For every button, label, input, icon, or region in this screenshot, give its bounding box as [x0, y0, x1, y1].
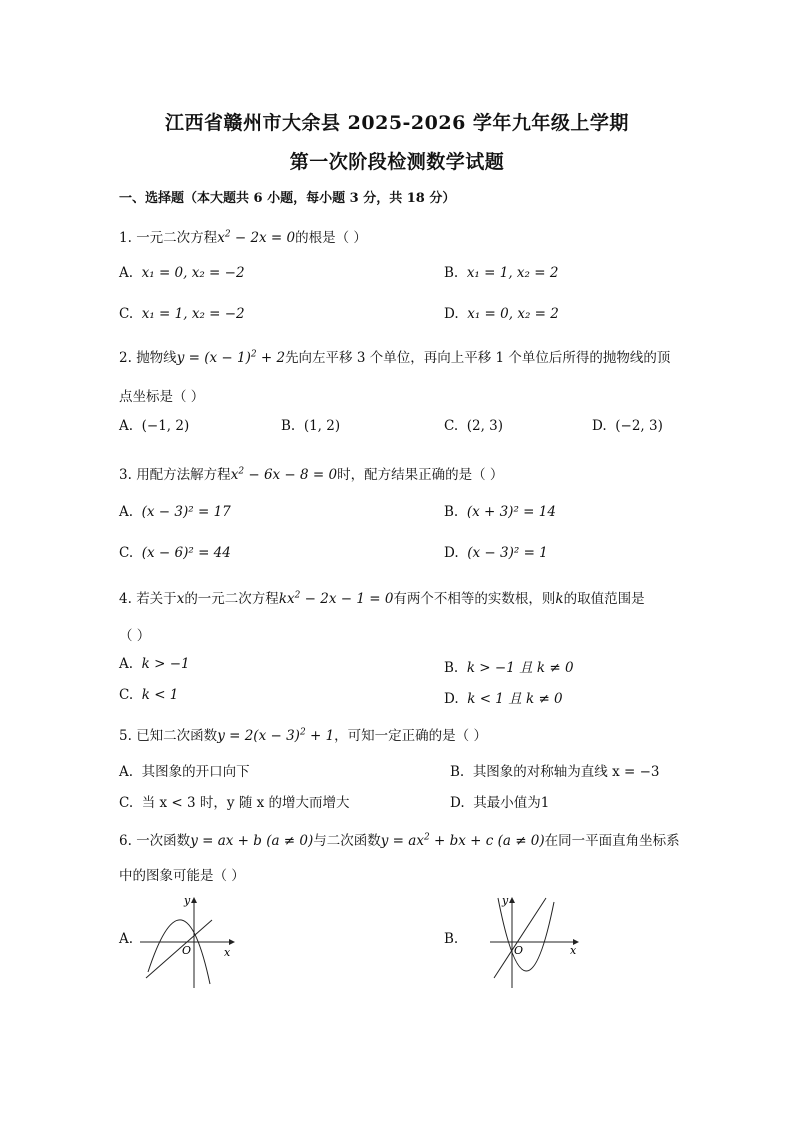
- q3-option-c: C. (x − 6)² = 44: [119, 545, 231, 561]
- question-2-line2: 点坐标是（ ）: [119, 389, 205, 405]
- q5-function: $y = 2(x - 3)^2 + 1$: [217, 727, 335, 744]
- graph-a-line: [146, 920, 212, 978]
- graph-b-parabola: [498, 898, 554, 971]
- q4-option-d: D. k < 1 且 k ≠ 0: [444, 691, 563, 707]
- question-4: 4. 若关于x的一元二次方程$kx^2 - 2x - 1 = 0$有两个不相等的实数根，则k的取值范围是: [119, 590, 645, 607]
- exam-title-line2: 第一次阶段检测数学试题: [289, 151, 505, 173]
- q5-option-b: B. 其图象的对称轴为直线 x = −3: [450, 764, 660, 780]
- question-6: 6. 一次函数y = ax + b (a ≠ 0)与二次函数$y = ax^2$ + bx + c (a ≠ 0)在同一平面直角坐标系: [119, 832, 680, 849]
- section-heading: 一、选择题（本大题共 6 小题，每小题 3 分，共 18 分）: [119, 191, 456, 206]
- q6-linear: y = ax + b (a ≠ 0): [190, 833, 314, 849]
- q1-option-c: C. x₁ = 1, x₂ = −2: [119, 306, 245, 322]
- exam-title-line1: 江西省赣州市大余县 2025-2026 学年九年级上学期: [165, 112, 629, 134]
- q3-option-b: B. (x + 3)² = 14: [444, 504, 556, 520]
- q2-option-b: B. (1, 2): [281, 418, 341, 434]
- graph-b-origin-label: O: [514, 944, 524, 957]
- q2-option-c: C. (2, 3): [444, 418, 504, 434]
- q1-option-a: A. x₁ = 0, x₂ = −2: [119, 265, 245, 281]
- graph-b-x-label: x: [570, 944, 577, 957]
- q4-option-b: B. k > −1 且 k ≠ 0: [444, 660, 574, 676]
- q2-option-d: D. (−2, 3): [592, 418, 663, 434]
- graph-b-y-label: y: [502, 894, 509, 907]
- q5-option-a: A. 其图象的开口向下: [119, 764, 250, 780]
- q4-option-a: A. k > −1: [119, 656, 190, 672]
- q3-option-a: A. (x − 3)² = 17: [119, 504, 231, 520]
- q5-option-c: C. 当 x < 3 时，y 随 x 的增大而增大: [119, 795, 350, 811]
- q1-option-d: D. x₁ = 0, x₂ = 2: [444, 306, 559, 322]
- graph-a-origin-label: O: [182, 944, 192, 957]
- q4-option-c: C. k < 1: [119, 687, 179, 703]
- q3-option-d: D. (x − 3)² = 1: [444, 545, 548, 561]
- graph-a-svg: [136, 892, 242, 990]
- question-3: 3. 用配方法解方程$x^2 - 6x - 8 = 0$时，配方结果正确的是（ ）: [119, 466, 504, 483]
- graph-a-y-label: y: [184, 894, 191, 907]
- graph-a-x-label: x: [224, 946, 231, 959]
- q4-equation: $kx^2 - 2x - 1 = 0$: [278, 590, 394, 607]
- q6-graph-b-label: B.: [444, 931, 459, 947]
- graph-b-svg: [486, 892, 586, 990]
- question-1: 1. 一元二次方程$x^2 - 2x = 0$的根是（ ）: [119, 229, 367, 246]
- q6-graph-b: [486, 892, 586, 990]
- question-5: 5. 已知二次函数$y = 2(x - 3)^2 + 1$，可知一定正确的是（ ）: [119, 727, 487, 744]
- graph-b-line: [494, 898, 546, 978]
- q3-equation: $x^2 - 6x - 8 = 0$: [230, 466, 338, 483]
- question-6-line2: 中的图象可能是（ ）: [119, 868, 245, 884]
- q6-graph-a-label: A.: [119, 931, 134, 947]
- q6-quadratic: $y = ax^2$ + bx + c (a ≠ 0): [380, 832, 545, 849]
- q5-option-d: D. 其最小值为1: [450, 795, 550, 811]
- question-4-line2: （ ）: [119, 628, 151, 644]
- q1-equation: $x^2 - 2x = 0$: [217, 229, 296, 246]
- q2-function: $y = (x - 1)^2 + 2$: [176, 349, 286, 366]
- question-2: 2. 抛物线$y = (x - 1)^2 + 2$先向左平移 3 个单位，再向上平移 1 个单位后所得的抛物线的顶: [119, 349, 671, 366]
- q2-option-a: A. (−1, 2): [119, 418, 190, 434]
- q6-graph-a: [136, 892, 242, 990]
- q1-option-b: B. x₁ = 1, x₂ = 2: [444, 265, 559, 281]
